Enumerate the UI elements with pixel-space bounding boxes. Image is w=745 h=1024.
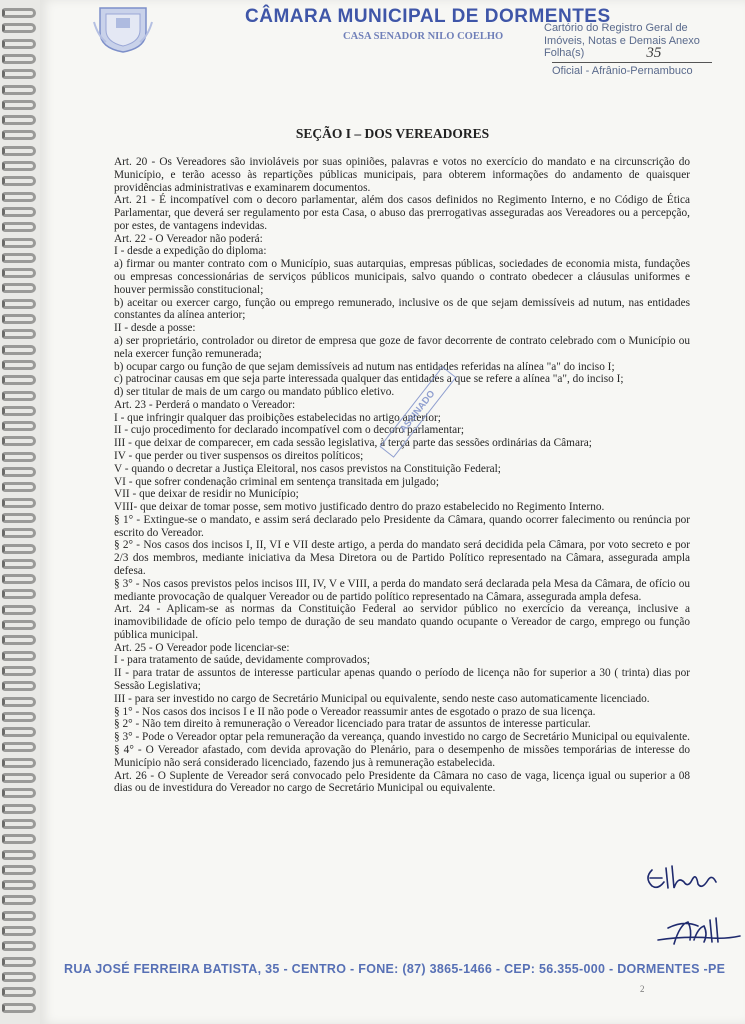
- spiral-ring: [2, 253, 36, 263]
- spiral-ring: [2, 436, 36, 446]
- spiral-ring: [2, 69, 36, 79]
- spiral-ring: [2, 360, 36, 370]
- paragraph: § 1° - Nos casos dos incisos I e II não pode o Vereador reassumir antes de esgotado o prazo de sua licença.: [114, 705, 596, 718]
- paragraph: a) ser proprietário, controlador ou diretor de empresa que goze de favor decorrente de contrato celebrado com o Município ou nela exercer função remunerada;: [114, 334, 690, 360]
- paragraph: § 3° - Nos casos previstos pelos incisos III, IV, V e VIII, a perda do mandato será declarada pela Mesa da Câmara, de ofício ou mediante provocação de qualquer Vereador ou de partido político representado na Câmara, assegurada ampla defesa.: [114, 577, 690, 603]
- paragraph: Art. 21 - É incompatível com o decoro parlamentar, além dos casos definidos no Regimento Interno, e no Código de Ética Parlamentar, que deverá ser regulamento por esta Casa, o abuso das prerrogativas asseguradas aos Vereadores ou a percepção, por estes, de vantagens indevidas.: [114, 194, 690, 232]
- spiral-ring: [2, 697, 36, 707]
- spiral-ring: [2, 819, 36, 829]
- spiral-ring: [2, 559, 36, 569]
- spiral-ring: [2, 161, 36, 171]
- spiral-ring: [2, 406, 36, 416]
- stamp-sheet-label: Folha(s): [544, 47, 585, 59]
- paragraph: VI - que sofrer condenação criminal em sentença transitada em julgado;: [114, 475, 439, 488]
- spiral-ring: [2, 146, 36, 156]
- spiral-ring: [2, 941, 36, 951]
- spiral-ring: [2, 911, 36, 921]
- spiral-ring: [2, 207, 36, 217]
- section-title: SEÇÃO I – DOS VEREADORES: [295, 126, 490, 141]
- spiral-ring: [2, 100, 36, 110]
- spiral-ring: [2, 54, 36, 64]
- paragraph: § 3° - Pode o Vereador optar pela remuneração da vereança, quando investido no cargo de Secretário Municipal ou equivalente.: [114, 731, 690, 744]
- spiral-ring: [2, 758, 36, 768]
- stamp-sheet-row: [544, 47, 724, 60]
- spiral-ring: [2, 865, 36, 875]
- spiral-ring: [2, 620, 36, 630]
- spiral-ring: [2, 314, 36, 324]
- spiral-ring: [2, 176, 36, 186]
- municipal-crest-icon: [92, 2, 154, 54]
- spiral-ring: [2, 589, 36, 599]
- spiral-ring: [2, 39, 36, 49]
- paragraph: IV - que perder ou tiver suspensos os direitos políticos;: [114, 449, 364, 462]
- header-subtitle: CASA SENADOR NILO COELHO: [343, 31, 504, 42]
- spiral-ring: [2, 850, 36, 860]
- spiral-ring: [2, 329, 36, 339]
- paragraph: § 2° - Não tem direito à remuneração o Vereador licenciado para tratar de assuntos de interesse particular.: [114, 718, 591, 731]
- paragraph: II - para tratar de assuntos de interesse particular apenas quando o período de licença não for superior a 30 ( trinta) dias por Sessão Legislativa;: [114, 667, 690, 693]
- signature-1-icon: [642, 862, 724, 896]
- spiral-ring: [2, 498, 36, 508]
- spiral-ring: [2, 804, 36, 814]
- paragraph: § 1° - Extingue-se o mandato, e assim será declarado pelo Presidente da Câmara, quando ocorrer falecimento ou renúncia por escrito do Vereador.: [114, 513, 690, 539]
- paragraph: c) patrocinar causas em que seja parte interessada qualquer das entidades a que se refere a alínea "a", do inciso I;: [114, 373, 624, 386]
- spiral-ring: [2, 375, 36, 385]
- spiral-ring: [2, 895, 36, 905]
- paragraph: II - cujo procedimento for declarado incompatível com o decoro parlamentar;: [114, 424, 465, 437]
- spiral-ring: [2, 421, 36, 431]
- document-body: [114, 156, 690, 795]
- spiral-ring: [2, 574, 36, 584]
- spiral-ring: [2, 299, 36, 309]
- spiral-ring: [2, 467, 36, 477]
- spiral-ring: [2, 1003, 36, 1013]
- spiral-ring: [2, 85, 36, 95]
- spiral-ring: [2, 788, 36, 798]
- paragraph: § 2° - Nos casos dos incisos I, II, VI e VII deste artigo, a perda do mandato será decidida pela Câmara, por voto secreto e por 2/3 dos membros, mediante iniciativa da Mesa Diretora ou de Partido Político representado na Câmara, assegurada ampla defesa.: [114, 539, 690, 577]
- spiral-ring: [2, 8, 36, 18]
- paragraph: VII - que deixar de residir no Município;: [114, 488, 299, 501]
- stamp-line-2: Imóveis, Notas e Demais Anexo: [544, 34, 700, 47]
- spiral-ring: [2, 130, 36, 140]
- paragraph: Art. 26 - O Suplente de Vereador será convocado pelo Presidente da Câmara no caso de vaga, licença igual ou superior a 08 dias ou de investidura do Vereador no cargo de Secretário Municipal ou equivalente.: [114, 769, 690, 795]
- paragraph: a) firmar ou manter contrato com o Município, suas autarquias, empresas públicas, sociedades de economia mista, fundações ou empresas concessionárias de serviços públicos municipais, salvo quando o contrato obedecer a cláusulas uniformes e houver permissão constitucional;: [114, 258, 690, 296]
- spiral-ring: [2, 957, 36, 967]
- paragraph: II - desde a posse:: [114, 322, 196, 335]
- paragraph: § 4° - O Vereador afastado, com devida aprovação do Plenário, para o desempenho de missões temporárias de interesse do Município não será considerado licenciado, fazendo jus à remuneração estabelecida.: [114, 743, 690, 769]
- paragraph: V - quando o decretar a Justiça Eleitoral, nos casos previstos na Constituição Federal;: [114, 462, 501, 475]
- paragraph: d) ser titular de mais de um cargo ou mandato público eletivo.: [114, 386, 395, 399]
- registry-stamp: [544, 22, 724, 86]
- spiral-ring: [2, 115, 36, 125]
- paragraph: I - desde a expedição do diploma:: [114, 245, 267, 258]
- spiral-ring: [2, 681, 36, 691]
- stamp-line-1: Cartório do Registro Geral de: [544, 22, 688, 34]
- spiral-ring: [2, 482, 36, 492]
- spiral-ring: [2, 222, 36, 232]
- paragraph: III - que deixar de comparecer, em cada sessão legislativa, à terça parte das sessões ordinárias da Câmara;: [114, 437, 592, 450]
- spiral-ring: [2, 238, 36, 248]
- page-number: 2: [640, 984, 645, 994]
- stamp-line-4: Oficial - Afrânio-Pernambuco: [552, 64, 693, 77]
- spiral-ring: [2, 528, 36, 538]
- spiral-ring: [2, 727, 36, 737]
- paragraph: Art. 25 - O Vereador pode licenciar-se:: [114, 641, 290, 654]
- paragraph: Art. 23 - Perderá o mandato o Vereador:: [114, 398, 296, 411]
- spiral-ring: [2, 972, 36, 982]
- spiral-binding: [0, 0, 44, 1024]
- stamp-sheet-value: 35: [646, 45, 662, 61]
- paragraph: Art. 24 - Aplicam-se as normas da Constituição Federal ao servidor público no exercício da vereança, inclusive a inamovibilidade de ofício pelo tempo de duração de seu mandato quando ocupante o Vereador de cargo, emprego ou função pública municipal.: [114, 603, 690, 641]
- spiral-ring: [2, 605, 36, 615]
- paragraph: Art. 20 - Os Vereadores são invioláveis por suas opiniões, palavras e votos no exercício do mandato e na circunscrição do Município, e terão acesso às repartições públicas municipais, para obterem informações do andamento de quaisquer providências administrativas e examinarem documentos.: [114, 156, 690, 194]
- signature-2-icon: [654, 914, 744, 952]
- paragraph: III - para ser investido no cargo de Secretário Municipal ou equivalente, sendo neste caso automaticamente licenciado.: [114, 692, 650, 705]
- spiral-ring: [2, 651, 36, 661]
- paragraph: Art. 22 - O Vereador não poderá:: [114, 232, 263, 245]
- paragraph: b) aceitar ou exercer cargo, função ou emprego remunerado, inclusive os de que sejam demissíveis ad nutum, nas entidades constantes da alínea anterior;: [114, 296, 690, 322]
- spiral-ring: [2, 880, 36, 890]
- spiral-ring: [2, 23, 36, 33]
- header-title: CÂMARA MUNICIPAL DE DORMENTES: [245, 6, 611, 27]
- stamp-divider: [552, 62, 712, 63]
- document-page: [40, 0, 745, 1024]
- spiral-ring: [2, 926, 36, 936]
- paragraph: I - para tratamento de saúde, devidamente comprovados;: [114, 654, 370, 667]
- spiral-ring: [2, 635, 36, 645]
- spiral-ring: [2, 391, 36, 401]
- spiral-ring: [2, 283, 36, 293]
- spiral-ring: [2, 773, 36, 783]
- spiral-ring: [2, 192, 36, 202]
- spiral-ring: [2, 268, 36, 278]
- spiral-ring: [2, 452, 36, 462]
- spiral-ring: [2, 742, 36, 752]
- rubber-stamp: ASSINADO: [380, 366, 457, 457]
- spiral-ring: [2, 666, 36, 676]
- spiral-ring: [2, 513, 36, 523]
- paragraph: b) ocupar cargo ou função de que sejam demissíveis ad nutum nas entidades referidas na alínea "a" do inciso I;: [114, 360, 615, 373]
- spiral-ring: [2, 987, 36, 997]
- spiral-ring: [2, 544, 36, 554]
- spiral-ring: [2, 712, 36, 722]
- spiral-ring: [2, 345, 36, 355]
- footer-address: RUA JOSÉ FERREIRA BATISTA, 35 - CENTRO - FONE: (87) 3865-1466 - CEP: 56.355-000 - DORMENTES -PE: [64, 962, 726, 976]
- paragraph: VIII- que deixar de tomar posse, sem motivo justificado dentro do prazo estabelecido no Regimento Interno.: [114, 501, 605, 514]
- paragraph: I - que infringir qualquer das proibições estabelecidas no artigo anterior;: [114, 411, 441, 424]
- spiral-ring: [2, 834, 36, 844]
